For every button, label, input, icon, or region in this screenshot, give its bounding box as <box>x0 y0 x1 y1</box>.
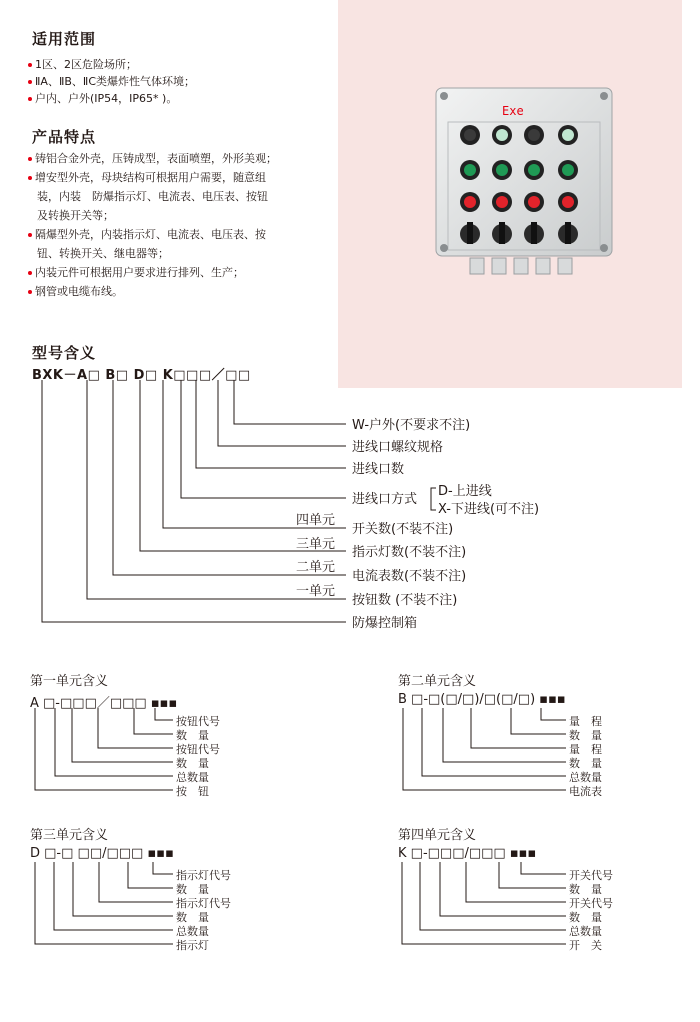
unit2-label-4: 总数量 <box>569 771 602 784</box>
unit-label-3: 三单元 <box>296 537 336 552</box>
unit2-label-0: 量 程 <box>569 715 602 728</box>
unit4-label-3: 数 量 <box>569 911 602 924</box>
model-code: BXK－A□ B□ D□ K□□□／□□ <box>32 368 251 383</box>
features-title: 产品特点 <box>32 128 97 146</box>
model-label-switch-count: 开关数(不装不注) <box>352 522 454 537</box>
unit-label-2: 二单元 <box>296 560 336 575</box>
scope-item-3: 户内、户外(IP54，IP65* )。 <box>28 92 177 105</box>
unit2-label-1: 数 量 <box>569 729 602 742</box>
unit1-title: 第一单元含义 <box>30 674 109 689</box>
model-label-control-box: 防爆控制箱 <box>352 616 418 631</box>
model-label-thread: 进线口螺纹规格 <box>352 440 444 455</box>
model-title: 型号含义 <box>32 344 97 362</box>
scope-item-2: ⅡA、ⅡB、ⅡC类爆炸性气体环境； <box>28 75 195 88</box>
unit3-title: 第三单元含义 <box>30 828 109 843</box>
unit2-label-5: 电流表 <box>569 785 602 798</box>
model-label-ammeter-count: 电流表数(不装不注) <box>352 569 467 584</box>
unit2-title: 第二单元含义 <box>398 674 477 689</box>
unit2-label-2: 量 程 <box>569 743 602 756</box>
unit1-label-1: 数 量 <box>176 729 209 742</box>
model-label-inlet-method: 进线口方式 <box>352 492 418 507</box>
unit-label-4: 四单元 <box>296 513 336 528</box>
unit3-label-0: 指示灯代号 <box>176 869 231 882</box>
unit3-label-4: 总数量 <box>176 925 209 938</box>
unit3-label-5: 指示灯 <box>176 939 209 952</box>
unit4-code: K □-□□□/□□□ ▪▪▪ <box>398 846 537 861</box>
unit-label-1: 一单元 <box>296 584 336 599</box>
model-label-outdoor: W-户外(不要求不注) <box>352 418 471 433</box>
model-label-bottom-inlet: X-下进线(可不注) <box>438 502 540 517</box>
unit4-label-5: 开 关 <box>569 939 602 952</box>
model-label-inlet-count: 进线口数 <box>352 462 405 477</box>
unit1-label-4: 总数量 <box>176 771 209 784</box>
unit1-label-0: 按钮代号 <box>176 715 220 728</box>
unit3-code: D □-□ □□/□□□ ▪▪▪ <box>30 846 174 861</box>
unit4-label-4: 总数量 <box>569 925 602 938</box>
model-label-button-count: 按钮数 (不装不注) <box>352 593 458 608</box>
unit4-title: 第四单元含义 <box>398 828 477 843</box>
unit4-label-1: 数 量 <box>569 883 602 896</box>
unit2-code: B □-□(□/□)/□(□/□) ▪▪▪ <box>398 692 566 707</box>
unit4-label-0: 开关代号 <box>569 869 613 882</box>
scope-title: 适用范围 <box>32 30 97 48</box>
unit3-label-3: 数 量 <box>176 911 209 924</box>
model-label-top-inlet: D-上进线 <box>438 484 492 499</box>
unit3-label-2: 指示灯代号 <box>176 897 231 910</box>
unit1-label-3: 数 量 <box>176 757 209 770</box>
unit1-label-5: 按 钮 <box>176 785 209 798</box>
features-list: 铸铝合金外壳，压铸成型，表面喷塑，外形美观； 增安型外壳，母块结构可根据用户需要，随意组 装，内装 防爆指示灯、电流表、电压表、按钮 及转换开关等； 隔爆型外壳，内装指示灯、电流表、电压表、按 钮、转换开关、继电器等； 内装元件可根据用户要求进行排列、生产； 钢管或电缆布线。 <box>28 149 318 301</box>
unit1-label-2: 按钮代号 <box>176 743 220 756</box>
model-label-lamp-count: 指示灯数(不装不注) <box>352 545 467 560</box>
unit1-code: A □-□□□／□□□ ▪▪▪ <box>30 696 178 711</box>
scope-item-1: 1区、2区危险场所； <box>28 58 137 71</box>
nameplate-text: Exe <box>502 104 524 118</box>
unit2-label-3: 数 量 <box>569 757 602 770</box>
unit3-label-1: 数 量 <box>176 883 209 896</box>
unit4-label-2: 开关代号 <box>569 897 613 910</box>
